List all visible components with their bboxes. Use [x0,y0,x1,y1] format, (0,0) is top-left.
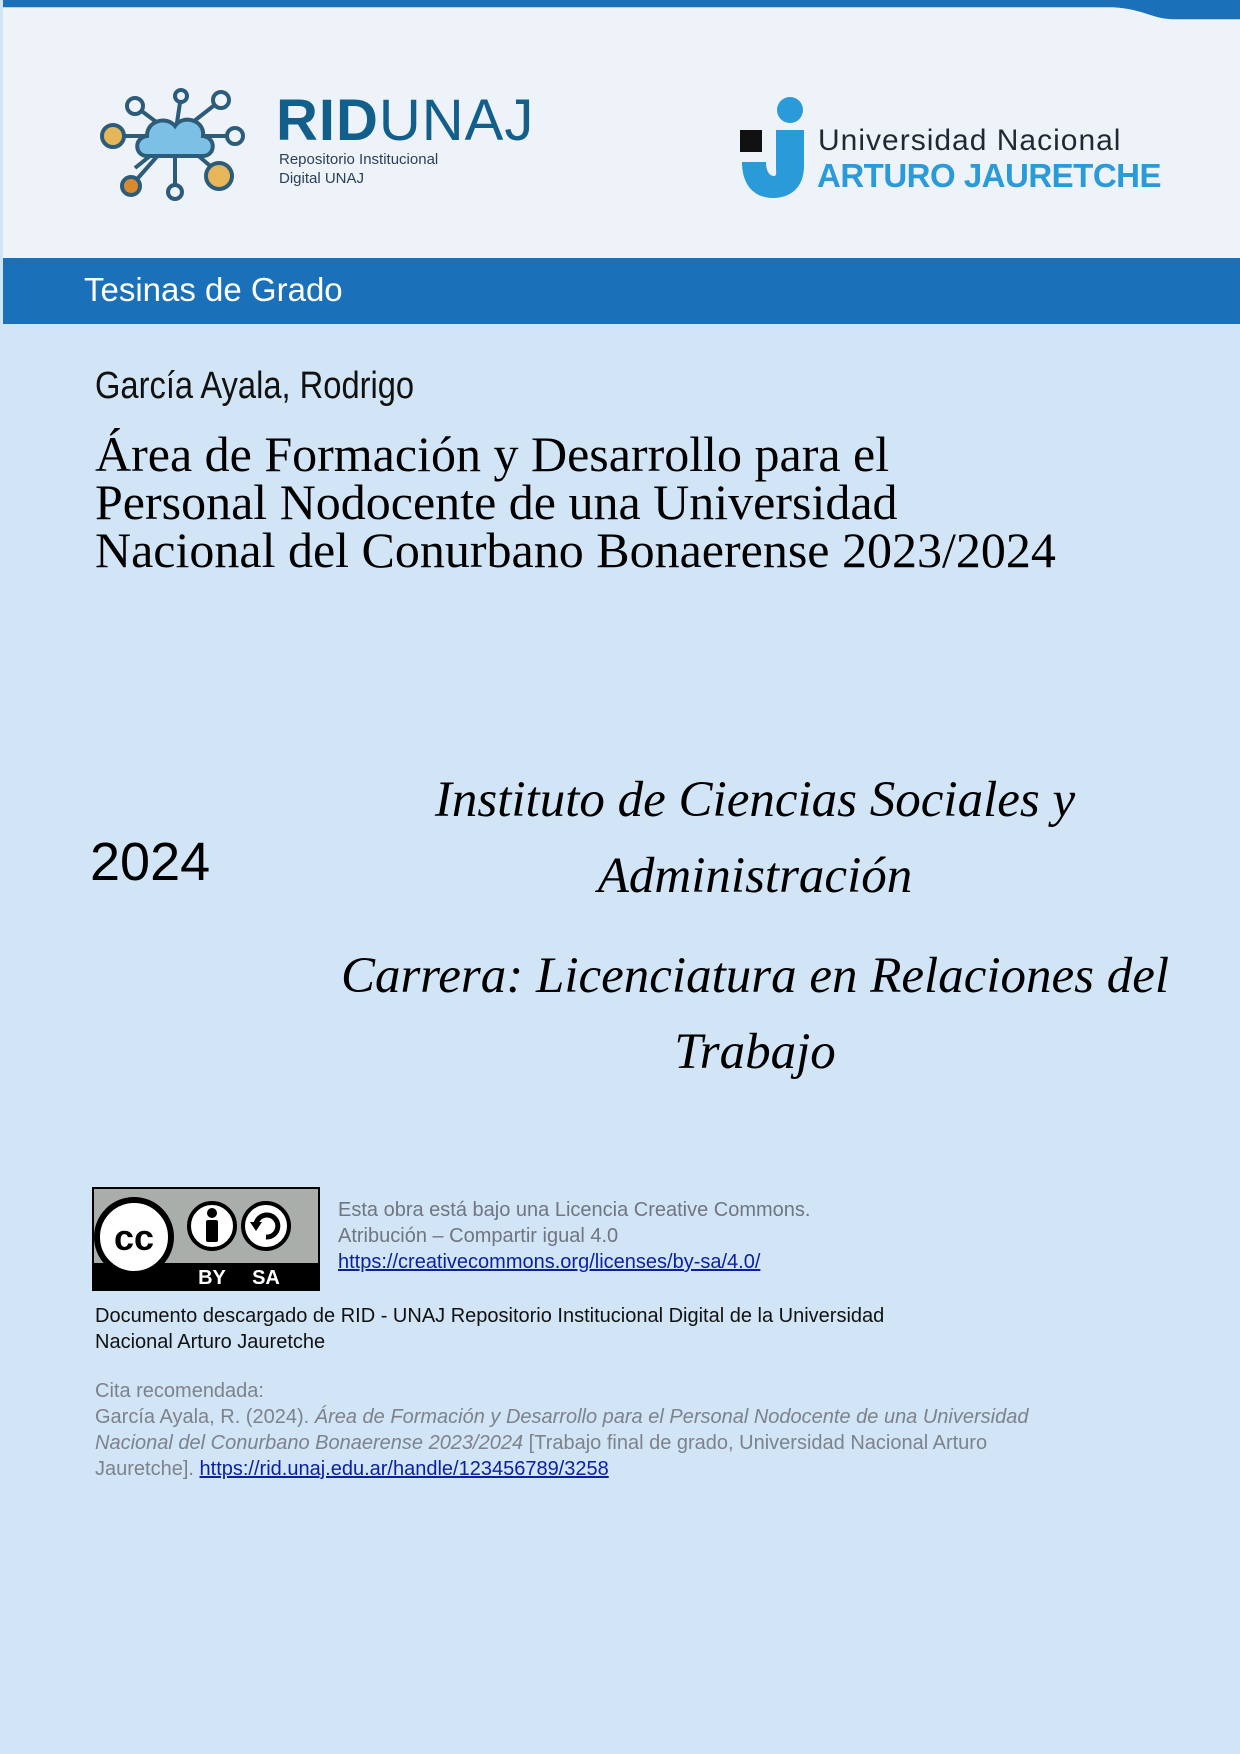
thesis-title-line: Personal Nodocente de una Universidad [95,474,898,530]
cc-by-sa-badge-icon [92,1187,320,1291]
citation-link[interactable]: https://rid.unaj.edu.ar/handle/123456789/3258 [199,1458,609,1480]
cc-badge-sa-label: SA [252,1267,280,1289]
license-line1: Esta obra está bajo una Licencia Creative Commons. [338,1199,811,1221]
download-notice: Documento descargado de RID - UNAJ Repositorio Institucional Digital de la Universidad Nacional Arturo Jauretche [95,1305,885,1353]
author-name: García Ayala, Rodrigo [95,365,415,407]
unaj-logo-line1: Universidad Nacional [818,124,1122,157]
recommended-citation: Cita recomendada: García Ayala, R. (2024). Área de Formación y Desarrollo para el Personal Nodocente de una Universidad Nacional del Conurbano Bonaerense 2023/2024 [Trabajo final de grado, Universidad Nacional Arturo Jauretche]. https://rid.unaj.edu.ar/handle/123456789/3258 [95,1380,1029,1480]
publication-year: 2024 [90,832,211,892]
unaj-logo-line2: ARTURO JAURETCHE [817,157,1162,194]
collection-label: Tesinas de Grado [84,271,343,308]
cc-badge-by-label: BY [198,1267,226,1289]
citation-heading: Cita recomendada: [95,1380,264,1402]
collection-band [3,258,1240,324]
license-line2: Atribución – Compartir igual 4.0 [338,1225,619,1247]
career-name: Carrera: Licenciatura en Relaciones del Trabajo [340,948,1170,1080]
thesis-title-line: Nacional del Conurbano Bonaerense 2023/2024 [95,522,1056,578]
rid-logo-subtitle: Repositorio Institucional Digital UNAJ [279,151,439,187]
header [3,0,1240,258]
cloud-network-icon [95,86,255,206]
cc-badge-cc-label: cc [113,1217,155,1258]
header-top-stripe [3,0,1240,20]
license-link[interactable]: https://creativecommons.org/licenses/by-sa/4.0/ [338,1251,761,1273]
thesis-title [95,426,1195,578]
unaj-j-mark-icon [740,96,810,200]
thesis-title-line: Área de Formación y Desarrollo para el [95,426,890,482]
institute-name: Instituto de Ciencias Sociales y Administración [434,772,1076,904]
license-text [338,1197,810,1275]
rid-logo-wordmark: RIDUNAJ [276,88,535,153]
